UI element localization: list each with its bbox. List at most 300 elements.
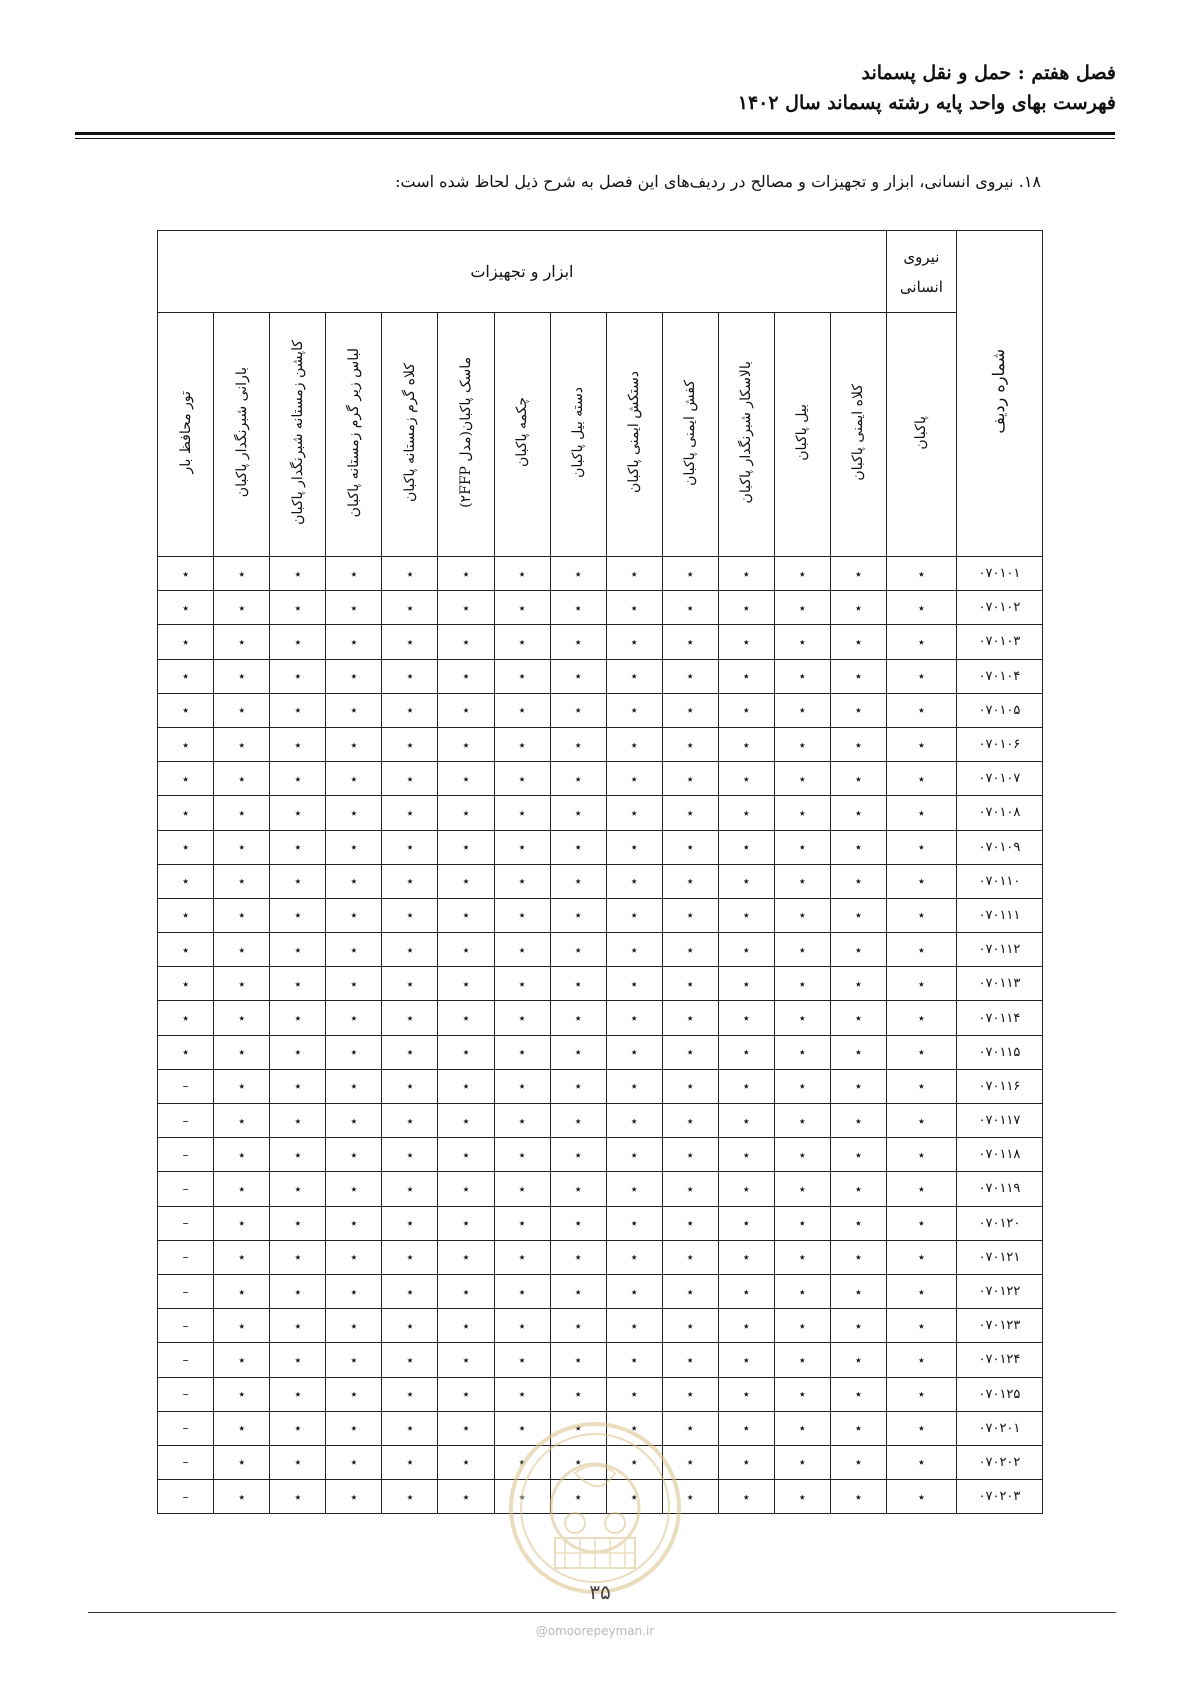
table-cell: ٭ bbox=[494, 1206, 550, 1240]
table-cell: ٭ bbox=[718, 659, 774, 693]
table-cell: ٭ bbox=[886, 1035, 956, 1069]
table-cell: ٭ bbox=[270, 1377, 326, 1411]
table-row bbox=[158, 1035, 1043, 1069]
column-header-label: تور محافظ بار bbox=[177, 391, 194, 474]
row-code: ۰۷۰۱۱۷ bbox=[956, 1104, 1042, 1138]
table-cell: ٭ bbox=[158, 625, 214, 659]
table-cell: ٭ bbox=[662, 1206, 718, 1240]
row-code: ۰۷۰۱۰۲ bbox=[956, 591, 1042, 625]
table-cell: ٭ bbox=[606, 933, 662, 967]
footer-rule bbox=[88, 1612, 1116, 1613]
table-cell: ٭ bbox=[382, 1069, 438, 1103]
table-cell: ٭ bbox=[662, 1411, 718, 1445]
column-header-equipment bbox=[606, 313, 662, 557]
table-cell: ٭ bbox=[326, 1343, 382, 1377]
table-cell: ٭ bbox=[438, 967, 494, 1001]
table-cell: ٭ bbox=[214, 796, 270, 830]
table-cell: ٭ bbox=[326, 1001, 382, 1035]
table-cell: ٭ bbox=[550, 933, 606, 967]
table-cell: ٭ bbox=[886, 1445, 956, 1479]
row-number-header bbox=[956, 231, 1042, 557]
table-cell: ٭ bbox=[382, 1138, 438, 1172]
table-cell: ٭ bbox=[438, 898, 494, 932]
table-cell: ٭ bbox=[326, 727, 382, 761]
table-cell: ٭ bbox=[326, 1445, 382, 1479]
table-cell: ٭ bbox=[830, 1309, 886, 1343]
column-header-label: دستکش ایمنی پاکبان bbox=[626, 371, 643, 494]
table-cell: ٭ bbox=[774, 898, 830, 932]
table-cell: ٭ bbox=[886, 1172, 956, 1206]
table-cell: ٭ bbox=[438, 864, 494, 898]
table-cell: – bbox=[158, 1343, 214, 1377]
table-cell: ٭ bbox=[550, 1411, 606, 1445]
table-cell: ٭ bbox=[886, 1411, 956, 1445]
table-cell: ٭ bbox=[494, 762, 550, 796]
table-cell: ٭ bbox=[550, 1035, 606, 1069]
table-cell: ٭ bbox=[214, 1069, 270, 1103]
column-header-equipment bbox=[774, 313, 830, 557]
table-row bbox=[158, 1069, 1043, 1103]
row-code: ۰۷۰۱۱۳ bbox=[956, 967, 1042, 1001]
table-cell: ٭ bbox=[438, 1104, 494, 1138]
table-cell: ٭ bbox=[774, 1411, 830, 1445]
table-cell: ٭ bbox=[606, 1069, 662, 1103]
equipment-header: ابزار و تجهیزات bbox=[158, 231, 887, 313]
table-cell: ٭ bbox=[774, 1206, 830, 1240]
table-cell: ٭ bbox=[270, 591, 326, 625]
table-cell: ٭ bbox=[326, 796, 382, 830]
table-cell: ٭ bbox=[662, 625, 718, 659]
table-cell: ٭ bbox=[830, 727, 886, 761]
table-row bbox=[158, 796, 1043, 830]
row-code: ۰۷۰۱۱۶ bbox=[956, 1069, 1042, 1103]
table-cell: ٭ bbox=[830, 693, 886, 727]
table-cell: ٭ bbox=[438, 1309, 494, 1343]
table-cell: ٭ bbox=[886, 1274, 956, 1308]
table-cell: ٭ bbox=[494, 1104, 550, 1138]
row-code: ۰۷۰۱۲۱ bbox=[956, 1240, 1042, 1274]
table-cell: ٭ bbox=[662, 762, 718, 796]
table-cell: ٭ bbox=[214, 591, 270, 625]
table-cell: ٭ bbox=[382, 1377, 438, 1411]
table-cell: ٭ bbox=[774, 1069, 830, 1103]
table-cell: ٭ bbox=[382, 1343, 438, 1377]
table-cell: ٭ bbox=[270, 1445, 326, 1479]
table-cell: ٭ bbox=[270, 693, 326, 727]
table-cell: ٭ bbox=[158, 659, 214, 693]
table-cell: ٭ bbox=[774, 1480, 830, 1514]
row-code: ۰۷۰۱۱۴ bbox=[956, 1001, 1042, 1035]
table-cell: ٭ bbox=[550, 1480, 606, 1514]
table-cell: ٭ bbox=[830, 1445, 886, 1479]
table-cell: ٭ bbox=[326, 864, 382, 898]
table-cell: ٭ bbox=[494, 1172, 550, 1206]
table-cell: ٭ bbox=[494, 1035, 550, 1069]
table-cell: ٭ bbox=[830, 1104, 886, 1138]
table-cell: ٭ bbox=[438, 1001, 494, 1035]
table-cell: ٭ bbox=[606, 557, 662, 591]
table-cell: ٭ bbox=[382, 727, 438, 761]
table-cell: ٭ bbox=[662, 1377, 718, 1411]
table-cell: ٭ bbox=[662, 591, 718, 625]
table-cell: ٭ bbox=[382, 967, 438, 1001]
table-cell: ٭ bbox=[718, 1035, 774, 1069]
table-cell: ٭ bbox=[662, 659, 718, 693]
table-cell: ٭ bbox=[662, 727, 718, 761]
table-cell: ٭ bbox=[438, 693, 494, 727]
column-header-equipment bbox=[494, 313, 550, 557]
table-cell: ٭ bbox=[830, 1377, 886, 1411]
row-code: ۰۷۰۱۲۴ bbox=[956, 1343, 1042, 1377]
table-cell: ٭ bbox=[662, 933, 718, 967]
table-cell: ٭ bbox=[718, 1138, 774, 1172]
table-cell: ٭ bbox=[774, 1309, 830, 1343]
table-cell: ٭ bbox=[830, 1001, 886, 1035]
table-cell: ٭ bbox=[886, 830, 956, 864]
table-cell: ٭ bbox=[830, 1343, 886, 1377]
table-cell: ٭ bbox=[718, 1001, 774, 1035]
column-header-equipment bbox=[382, 313, 438, 557]
row-code: ۰۷۰۱۱۲ bbox=[956, 933, 1042, 967]
table-cell: ٭ bbox=[606, 1035, 662, 1069]
table-cell: ٭ bbox=[270, 1069, 326, 1103]
table-cell: ٭ bbox=[886, 1206, 956, 1240]
table-cell: ٭ bbox=[550, 830, 606, 864]
table-cell: ٭ bbox=[494, 1001, 550, 1035]
table-cell: ٭ bbox=[326, 659, 382, 693]
table-cell: ٭ bbox=[382, 591, 438, 625]
table-cell: ٭ bbox=[494, 1138, 550, 1172]
table-cell: ٭ bbox=[214, 625, 270, 659]
table-cell: ٭ bbox=[662, 1069, 718, 1103]
table-cell: ٭ bbox=[774, 1445, 830, 1479]
table-cell: ٭ bbox=[606, 1377, 662, 1411]
table-cell: ٭ bbox=[662, 1309, 718, 1343]
table-cell: ٭ bbox=[774, 1001, 830, 1035]
table-cell: ٭ bbox=[550, 727, 606, 761]
table-cell: ٭ bbox=[270, 727, 326, 761]
table-cell: ٭ bbox=[718, 1240, 774, 1274]
header-rule-thin bbox=[75, 138, 1115, 139]
table-cell: ٭ bbox=[550, 1138, 606, 1172]
column-header-label: پاکبان bbox=[913, 415, 930, 450]
row-code: ۰۷۰۱۰۶ bbox=[956, 727, 1042, 761]
table-cell: ٭ bbox=[326, 762, 382, 796]
table-cell: ٭ bbox=[662, 1001, 718, 1035]
table-cell: ٭ bbox=[438, 1445, 494, 1479]
table-cell: ٭ bbox=[886, 1001, 956, 1035]
table-cell: ٭ bbox=[382, 796, 438, 830]
table-row bbox=[158, 1309, 1043, 1343]
table-cell: ٭ bbox=[606, 625, 662, 659]
row-number-header-label: شماره ردیف bbox=[989, 349, 1009, 434]
table-cell: ٭ bbox=[606, 1206, 662, 1240]
table-cell: ٭ bbox=[270, 1309, 326, 1343]
table-cell: – bbox=[158, 1240, 214, 1274]
column-header-label: کفش ایمنی پاکبان bbox=[682, 379, 699, 486]
table-body bbox=[158, 557, 1043, 1514]
table-cell: ٭ bbox=[270, 1343, 326, 1377]
table-cell: ٭ bbox=[494, 864, 550, 898]
table-cell: ٭ bbox=[494, 693, 550, 727]
table-cell: ٭ bbox=[438, 796, 494, 830]
table-cell: ٭ bbox=[886, 591, 956, 625]
table-cell: – bbox=[158, 1480, 214, 1514]
row-code: ۰۷۰۲۰۲ bbox=[956, 1445, 1042, 1479]
table-cell: ٭ bbox=[214, 1172, 270, 1206]
row-code: ۰۷۰۱۱۸ bbox=[956, 1138, 1042, 1172]
table-cell: ٭ bbox=[382, 864, 438, 898]
table-cell: ٭ bbox=[214, 1343, 270, 1377]
table-cell: ٭ bbox=[382, 1411, 438, 1445]
column-headers-row bbox=[158, 313, 1043, 557]
table-cell: ٭ bbox=[326, 1138, 382, 1172]
table-cell: ٭ bbox=[606, 1343, 662, 1377]
table-cell: ٭ bbox=[270, 1172, 326, 1206]
table-cell: ٭ bbox=[158, 591, 214, 625]
table-cell: ٭ bbox=[774, 1104, 830, 1138]
table-cell: ٭ bbox=[662, 1035, 718, 1069]
table-cell: ٭ bbox=[214, 557, 270, 591]
table-cell: ٭ bbox=[494, 1069, 550, 1103]
table-cell: ٭ bbox=[606, 967, 662, 1001]
table-cell: ٭ bbox=[438, 1069, 494, 1103]
table-cell: ٭ bbox=[718, 796, 774, 830]
table-cell: ٭ bbox=[662, 830, 718, 864]
table-cell: ٭ bbox=[606, 1138, 662, 1172]
table-cell: ٭ bbox=[382, 898, 438, 932]
table-cell: ٭ bbox=[550, 1240, 606, 1274]
row-code: ۰۷۰۱۰۷ bbox=[956, 762, 1042, 796]
table-cell: ٭ bbox=[550, 1445, 606, 1479]
table-row bbox=[158, 659, 1043, 693]
row-code: ۰۷۰۱۱۹ bbox=[956, 1172, 1042, 1206]
table-cell: ٭ bbox=[158, 796, 214, 830]
table-cell: ٭ bbox=[718, 1480, 774, 1514]
table-cell: ٭ bbox=[494, 1309, 550, 1343]
table-cell: ٭ bbox=[550, 1377, 606, 1411]
table-cell: ٭ bbox=[606, 1274, 662, 1308]
table-cell: ٭ bbox=[550, 1309, 606, 1343]
row-code: ۰۷۰۱۰۳ bbox=[956, 625, 1042, 659]
table-cell: ٭ bbox=[214, 659, 270, 693]
table-cell: ٭ bbox=[830, 967, 886, 1001]
table-cell: ٭ bbox=[718, 762, 774, 796]
table-cell: ٭ bbox=[270, 625, 326, 659]
table-cell: ٭ bbox=[214, 1104, 270, 1138]
table-cell: ٭ bbox=[662, 864, 718, 898]
table-cell: ٭ bbox=[886, 625, 956, 659]
table-cell: ٭ bbox=[270, 1001, 326, 1035]
column-header-label: کلاه ایمنی پاکبان bbox=[850, 384, 867, 481]
table-cell: ٭ bbox=[606, 659, 662, 693]
table-cell: ٭ bbox=[214, 1240, 270, 1274]
table-cell: – bbox=[158, 1069, 214, 1103]
table-cell: ٭ bbox=[662, 1172, 718, 1206]
table-cell: ٭ bbox=[326, 1069, 382, 1103]
table-cell: ٭ bbox=[438, 625, 494, 659]
table-cell: ٭ bbox=[382, 1240, 438, 1274]
table-cell: ٭ bbox=[494, 898, 550, 932]
table-cell: ٭ bbox=[382, 1206, 438, 1240]
table-cell: ٭ bbox=[718, 1411, 774, 1445]
table-cell: ٭ bbox=[662, 1343, 718, 1377]
table-cell: ٭ bbox=[606, 830, 662, 864]
table-cell: ٭ bbox=[214, 1001, 270, 1035]
table-cell: ٭ bbox=[718, 967, 774, 1001]
table-cell: ٭ bbox=[438, 591, 494, 625]
table-cell: ٭ bbox=[718, 557, 774, 591]
manpower-header-line1: نیروی bbox=[903, 247, 940, 266]
table-cell: ٭ bbox=[382, 659, 438, 693]
table-cell: ٭ bbox=[382, 557, 438, 591]
table-cell: ٭ bbox=[270, 1138, 326, 1172]
table-cell: ٭ bbox=[438, 1377, 494, 1411]
table-cell: ٭ bbox=[662, 1274, 718, 1308]
table-row bbox=[158, 830, 1043, 864]
table-cell: ٭ bbox=[774, 1035, 830, 1069]
table-cell: ٭ bbox=[382, 1104, 438, 1138]
table-cell: ٭ bbox=[830, 557, 886, 591]
table-cell: ٭ bbox=[718, 1069, 774, 1103]
table-cell: ٭ bbox=[494, 830, 550, 864]
table-cell: ٭ bbox=[494, 933, 550, 967]
table-cell: ٭ bbox=[550, 659, 606, 693]
row-code: ۰۷۰۱۲۰ bbox=[956, 1206, 1042, 1240]
table-row bbox=[158, 1274, 1043, 1308]
table-cell: ٭ bbox=[270, 1240, 326, 1274]
table-cell: ٭ bbox=[270, 1411, 326, 1445]
table-cell: ٭ bbox=[830, 1274, 886, 1308]
table-cell: ٭ bbox=[886, 762, 956, 796]
table-row bbox=[158, 1377, 1043, 1411]
table-cell: ٭ bbox=[774, 557, 830, 591]
column-header-equipment bbox=[438, 313, 494, 557]
table-cell: ٭ bbox=[270, 557, 326, 591]
table-cell: – bbox=[158, 1445, 214, 1479]
table-cell: ٭ bbox=[718, 830, 774, 864]
intro-paragraph: ۱۸. نیروی انسانی، ابزار و تجهیزات و مصالح در ردیف‌های این فصل به شرح ذیل لحاظ شده است: bbox=[395, 172, 1041, 191]
column-header-label: چکمه پاکبان bbox=[514, 397, 531, 468]
table-cell: ٭ bbox=[382, 1309, 438, 1343]
table-cell: ٭ bbox=[326, 967, 382, 1001]
table-cell: ٭ bbox=[830, 1206, 886, 1240]
table-cell: ٭ bbox=[606, 1309, 662, 1343]
table-cell: ٭ bbox=[830, 1480, 886, 1514]
table-row bbox=[158, 693, 1043, 727]
table-cell: ٭ bbox=[438, 557, 494, 591]
page-header bbox=[76, 58, 1116, 118]
manpower-header bbox=[886, 231, 956, 313]
table-cell: ٭ bbox=[494, 659, 550, 693]
chapter-title: فصل هفتم : حمل و نقل پسماند bbox=[861, 62, 1116, 84]
table-cell: ٭ bbox=[718, 693, 774, 727]
table-cell: ٭ bbox=[886, 1480, 956, 1514]
table-cell: ٭ bbox=[606, 762, 662, 796]
column-header-equipment bbox=[550, 313, 606, 557]
table-cell: ٭ bbox=[270, 659, 326, 693]
table-cell: ٭ bbox=[550, 1206, 606, 1240]
table-cell: ٭ bbox=[830, 1069, 886, 1103]
table-cell: ٭ bbox=[606, 1445, 662, 1479]
column-header-label: بیل پاکبان bbox=[794, 404, 811, 461]
row-code: ۰۷۰۱۱۰ bbox=[956, 864, 1042, 898]
table-cell: ٭ bbox=[886, 693, 956, 727]
table-cell: ٭ bbox=[326, 591, 382, 625]
table-cell: – bbox=[158, 1411, 214, 1445]
document-subtitle: فهرست بهای واحد پایه رشته پسماند سال ۱۴۰۲ bbox=[737, 92, 1116, 114]
column-header-equipment bbox=[830, 313, 886, 557]
table-cell: ٭ bbox=[774, 591, 830, 625]
table-cell: ٭ bbox=[830, 625, 886, 659]
table-cell: ٭ bbox=[718, 625, 774, 659]
table-cell: ٭ bbox=[270, 1104, 326, 1138]
column-header-label: کاپشن زمستانه شبرنگدار پاکبان bbox=[289, 340, 306, 525]
table-cell: ٭ bbox=[270, 933, 326, 967]
table-cell: ٭ bbox=[718, 1206, 774, 1240]
table-cell: ٭ bbox=[214, 1274, 270, 1308]
table-cell: ٭ bbox=[774, 1377, 830, 1411]
table-cell: ٭ bbox=[830, 898, 886, 932]
table-cell: ٭ bbox=[382, 1445, 438, 1479]
table-cell: ٭ bbox=[774, 967, 830, 1001]
row-code: ۰۷۰۲۰۱ bbox=[956, 1411, 1042, 1445]
table-cell: ٭ bbox=[438, 1172, 494, 1206]
table-cell: ٭ bbox=[326, 625, 382, 659]
table-cell: ٭ bbox=[438, 1343, 494, 1377]
table-cell: ٭ bbox=[382, 762, 438, 796]
table-cell: ٭ bbox=[774, 864, 830, 898]
table-cell: ٭ bbox=[326, 1274, 382, 1308]
table-cell: ٭ bbox=[326, 933, 382, 967]
table-cell: ٭ bbox=[774, 727, 830, 761]
table-cell: ٭ bbox=[158, 830, 214, 864]
table-cell: ٭ bbox=[382, 693, 438, 727]
table-cell: – bbox=[158, 1206, 214, 1240]
table-cell: ٭ bbox=[718, 898, 774, 932]
table-row bbox=[158, 1001, 1043, 1035]
table-cell: ٭ bbox=[270, 1035, 326, 1069]
table-cell: ٭ bbox=[438, 1274, 494, 1308]
column-header-label: دسته بیل پاکبان bbox=[570, 387, 587, 478]
column-header-label: بارانی شبرنگدار پاکبان bbox=[233, 367, 250, 498]
table-cell: ٭ bbox=[326, 1411, 382, 1445]
table-cell: ٭ bbox=[158, 557, 214, 591]
table-cell: ٭ bbox=[718, 1377, 774, 1411]
table-cell: ٭ bbox=[158, 1001, 214, 1035]
table-cell: ٭ bbox=[830, 830, 886, 864]
table-cell: ٭ bbox=[774, 933, 830, 967]
column-header-equipment bbox=[718, 313, 774, 557]
manpower-header-line2: انسانی bbox=[899, 277, 943, 296]
column-header-equipment bbox=[662, 313, 718, 557]
table-cell: ٭ bbox=[326, 830, 382, 864]
table-cell: ٭ bbox=[830, 1035, 886, 1069]
table-cell: ٭ bbox=[382, 830, 438, 864]
table-cell: ٭ bbox=[158, 898, 214, 932]
table-cell: ٭ bbox=[550, 1001, 606, 1035]
table-cell: ٭ bbox=[718, 727, 774, 761]
column-header-label: بالاسکار شبرنگدار پاکبان bbox=[738, 361, 755, 504]
column-header-label: ماسک پاکبان(مدل ۲FFP) bbox=[458, 357, 474, 508]
table-cell: ٭ bbox=[214, 1035, 270, 1069]
table-cell: ٭ bbox=[550, 967, 606, 1001]
table-cell: ٭ bbox=[606, 898, 662, 932]
table-cell: ٭ bbox=[550, 762, 606, 796]
table-cell: ٭ bbox=[214, 1445, 270, 1479]
table-cell: ٭ bbox=[382, 1172, 438, 1206]
row-code: ۰۷۰۱۲۵ bbox=[956, 1377, 1042, 1411]
